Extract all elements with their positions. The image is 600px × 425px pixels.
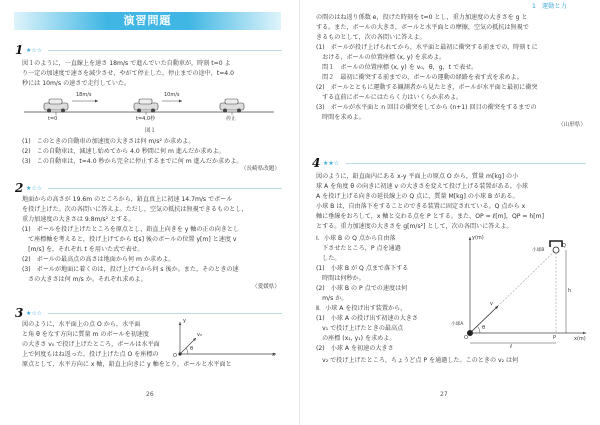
question-text: り一定の加速度で速さを減少させ，やがて停止した。停止までの途中，t=4.0: [22, 70, 235, 77]
ball-a-label: 小球A: [451, 322, 464, 327]
question-text: を投げ上げた。次の各問いに答えよ。ただし，空気の抵抗は無視できるものとし，: [22, 206, 248, 213]
origin-label: O: [464, 335, 468, 341]
time-label: t=0: [48, 116, 58, 122]
question-text: 小球 B は，自由落下をすることのできる装置に固定されている。Q 点から x: [316, 203, 526, 210]
question-item: Ⅰ．小球 B の Q 点から自由落: [316, 235, 396, 242]
question-item: 問２ 最初に衝突する前までの，ボールの運動の経路を表す式を求めよ。: [316, 74, 523, 81]
question-item: 時間は何秒か。: [316, 275, 365, 282]
figure-caption: 図１: [145, 128, 156, 134]
question-text: きるものとして，次の各問いに答えよ。: [316, 34, 426, 41]
question-text: と角 θ をなす方向に質量 m のボールを初速度: [22, 331, 149, 338]
velocity-label: v₀: [197, 332, 202, 338]
collision-figure: [450, 233, 590, 351]
question-text: A を投げ上げる向きの延長線上の Q 点に，質量 M[kg] の小球 B がある。: [316, 193, 519, 200]
source-note: （愛媛県）: [252, 284, 280, 290]
time-label: 停止: [226, 116, 237, 122]
question-item: m/s か。: [316, 295, 348, 302]
question-item: て座標軸を考えると，投げ上げてから t[s] 後のボールの位置 y[m] と速度 v: [22, 236, 237, 243]
question-text: 球 A を角度 θ の向きに初速 v の大きさを変えて投げ上げる装置がある。小球: [316, 183, 529, 190]
question-text: 地面からの高さが 19.6m のところから，鉛直真上に初速 14.7m/s でボール: [22, 196, 233, 203]
question-number: 2: [15, 181, 24, 195]
question-text: 図１のように，一直線上を速さ 18m/s で進んでいた自動車が，時刻 t=0 よ: [22, 60, 231, 67]
projectile-diagram: [172, 318, 282, 360]
question-text: 秒には 10m/s の速さで走行していた。: [22, 80, 131, 87]
car-icon: [134, 99, 158, 113]
question-number: 4: [312, 156, 321, 170]
car-icon: [44, 99, 68, 113]
source-note: （長崎県改題）: [240, 166, 280, 172]
question-text: 上で何度もはね返った。投げ上げた点 O を座標の: [22, 351, 159, 358]
axis-label-x: x(m): [574, 336, 586, 342]
point-p-label: P: [553, 335, 557, 341]
divider: [48, 313, 282, 314]
question-item: さの大きさは何 m/s か。それぞれ求めよ。: [22, 276, 147, 283]
velocity-label: 10m/s: [164, 92, 180, 98]
question-item: v₂ で投げ上げたところ，ちょうど点 P を通過した。このときの v₂ は何: [316, 357, 519, 364]
question-item: した。: [316, 255, 341, 262]
question-text: 図のように，水平面上の点 O から，水平面: [22, 321, 141, 328]
question-item: (1) ボールが投げ上げられてから，水平面と最初に衝突する前までの，時刻 t に: [316, 44, 538, 51]
axis-label-y: y: [183, 318, 186, 324]
source-note: （山形県）: [558, 122, 586, 128]
question-text: とする。重力加速度の大きさを g[m/s²] として，次の各問いに答えよ。: [316, 223, 513, 230]
question-item: の座標 (x₁, y₁) を求めよ。: [316, 335, 396, 342]
section-banner: [14, 12, 281, 30]
projectile-figure: [172, 318, 282, 360]
section-title: 演習問題: [123, 14, 172, 27]
question-item: (3) この自動車は，t=4.0 秒から完全に停止するまでに何 m 進んだか求めよ。: [22, 158, 243, 165]
distance-label: ℓ: [510, 344, 513, 350]
question-item: (2) 小球 B の P 点での速度は何: [316, 285, 408, 292]
origin-label: O: [173, 353, 177, 359]
difficulty-stars: ★★☆: [323, 160, 340, 167]
right-page: [300, 0, 600, 425]
height-label: h: [568, 288, 572, 294]
velocity-label: v: [490, 301, 493, 307]
axis-label-y: y(m): [472, 235, 484, 241]
question-text: 図のように，鉛直面内にある x-y 平面上の原点 O から，質量 m[kg] の小: [316, 173, 519, 180]
axis-label-x: x: [272, 352, 275, 358]
chapter-number: 1: [532, 3, 536, 10]
question-text: 軸に垂線をおろして，x 軸と交わる点を P とする。また，OP = ℓ[m]，QP = h[m]: [316, 213, 544, 220]
question-text: する。また，ボールの大きさ，ボールと水平面との摩擦，空気の抵抗は無視で: [316, 24, 529, 31]
question-text: 重力加速度の大きさは 9.8m/s² とする。: [22, 216, 135, 223]
chapter-title: 運動と力: [542, 3, 567, 10]
question-item: (1) このときの自動車の加速度の大きさは何 m/s² か求めよ。: [22, 138, 195, 145]
angle-label: θ: [482, 325, 486, 331]
question-text: の間のはね返り係数 e，投げた時刻を t=0 とし，重力加速度の大きさを g と: [316, 14, 528, 21]
difficulty-stars: ★☆☆: [26, 185, 43, 192]
question-item: (3) ボールが水平面と n 回目の衝突をしてから (n+1) 回目の衝突をするまでの: [316, 104, 537, 111]
question-item: (2) ボールとともに運動する観測者から見たとき，ボールが水平面と最初に衝突: [316, 84, 538, 91]
question-item: [m/s] を，それぞれ t を用いた式で表せ。: [22, 246, 144, 253]
question-number: 3: [15, 306, 24, 320]
question-text: 原点として，水平方向に x 軸，鉛直上向きに y 軸をとり，ボールと水平面と: [22, 361, 232, 368]
question-text: の大きさ v₀ で投げ上げたところ，ボールは水平面: [22, 341, 160, 348]
question-item: する直前にボールにはたらく力はいくらか求めよ。: [316, 94, 463, 101]
divider: [48, 50, 282, 51]
question-item: (1) 小球 B が Q 点まで落下する: [316, 265, 409, 272]
question-item: (2) 小球 A を初速の大きさ: [316, 345, 394, 352]
question-item: (1) ボールを投げ上げたところを原点とし，鉛直上向きを y 軸の正の向きとし: [22, 226, 240, 233]
question-item: 問１ ボールの位置座標 (x, y) を v₀，θ，g，t で表せ。: [316, 64, 478, 71]
page-number: 27: [440, 391, 448, 398]
difficulty-stars: ★☆☆: [26, 310, 43, 317]
divider: [346, 163, 586, 164]
point-q-label: Q: [562, 243, 566, 249]
velocity-label: 18m/s: [76, 92, 92, 98]
question-item: 下させたところ，P 点を通過: [316, 245, 401, 252]
page-number: 26: [146, 391, 154, 398]
question-number: 1: [15, 43, 24, 57]
question-item: (2) ボールの最高点の高さは地面から何 m か求めよ。: [22, 256, 175, 263]
question-item: (1) 小球 A の投げ出す初速の大きさ: [316, 315, 418, 322]
difficulty-stars: ★☆☆: [26, 47, 43, 54]
question-item: (3) ボールが地面に着くのは，投げ上げてから何 s 後か。また，そのときの速: [22, 266, 239, 273]
ball-b-label: 小球B: [532, 248, 545, 253]
car-icon: [220, 99, 244, 113]
question-item: 時間を求めよ。: [316, 114, 365, 121]
angle-label: θ: [190, 346, 194, 352]
question-item: おける，ボールの位置座標 (x, y) を求めよ。: [316, 54, 446, 61]
time-label: t=4.0秒: [136, 116, 156, 122]
question-item: v₁ で投げ上げたときの最高点: [316, 325, 404, 332]
divider: [48, 188, 282, 189]
car-figure: [24, 92, 276, 126]
question-item: (2) この自動車は，減速し始めてから 4.0 秒間に何 m 進んだか求めよ。: [22, 148, 225, 155]
question-item: Ⅱ．小球 A を投げ出す装置から，: [316, 305, 407, 312]
